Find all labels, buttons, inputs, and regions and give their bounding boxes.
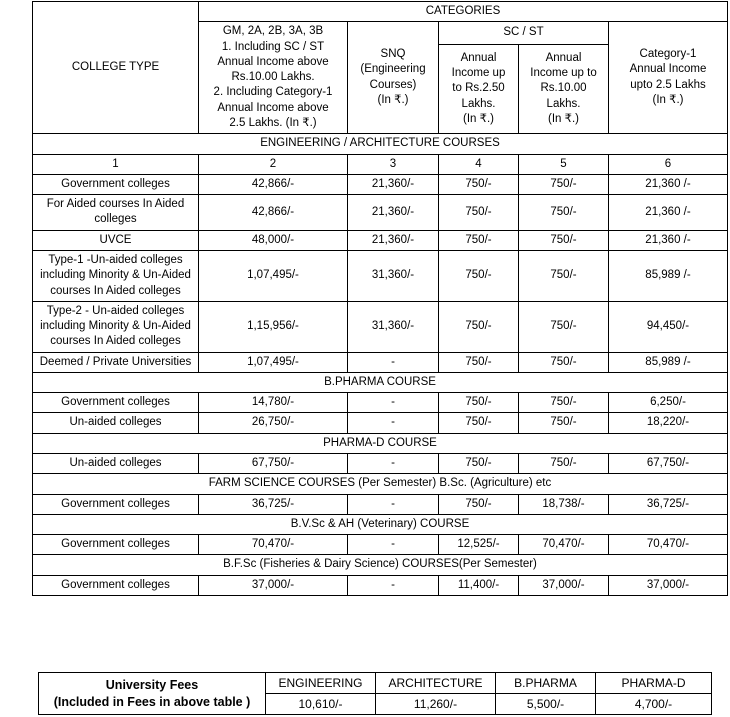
fee-value-cell-6: 85,989 /- [609,352,728,372]
fee-value-cell-6: 21,360 /- [609,195,728,231]
gm-line-5: 2. Including Category-1 [213,86,333,99]
fee-value-cell-5: 37,000/- [519,575,609,595]
section-banner: B.V.Sc & AH (Veterinary) COURSE [33,514,728,534]
snq-line-2: (Engineering [360,63,426,76]
college-type-cell: Type-2 - Un-aided colleges including Minority & Un-Aided courses In Aided colleges [33,301,199,352]
table-row [33,301,728,352]
fee-value-cell-2: 36,725/- [199,494,348,514]
column-number-6: 6 [609,154,728,174]
fee-value-cell-3: - [348,575,439,595]
fee-value-cell-3: 21,360/- [348,195,439,231]
university-fees-value-bpharma: 5,500/- [496,694,596,715]
fee-table-body [33,2,728,596]
fee-value-cell-2: 14,780/- [199,393,348,413]
column-header-snq [348,22,439,134]
fee-value-cell-5: 750/- [519,250,609,301]
college-type-cell: Un-aided colleges [33,413,199,433]
fee-value-cell-6: 94,450/- [609,301,728,352]
categories-header-row [33,2,728,22]
fee-value-cell-6: 21,360 /- [609,230,728,250]
fee-value-cell-3: 31,360/- [348,250,439,301]
college-type-cell: UVCE [33,230,199,250]
cat1-line-1: Category-1 [639,48,697,61]
fee-value-cell-4: 750/- [439,250,519,301]
fee-value-cell-3: - [348,454,439,474]
snq-line-3: Courses) [369,78,417,91]
column-header-scst-250 [439,44,519,134]
gm-line-2: 1. Including SC / ST [221,40,325,53]
college-type-cell: For Aided courses In Aided colleges [33,195,199,231]
fee-value-cell-5: 750/- [519,230,609,250]
table-row [33,250,728,301]
college-type-cell: Government colleges [33,535,199,555]
column-header-category1 [609,22,728,134]
college-type-cell: Government colleges [33,494,199,514]
section-banner-row [33,514,728,534]
cat1-line-4: (In ₹.) [652,94,684,107]
college-type-header: COLLEGE TYPE [33,2,199,134]
scst1000-line-5: (In ₹.) [548,112,579,125]
fee-value-cell-3: - [348,393,439,413]
scst250-line-2: Income up [451,67,506,79]
fee-value-cell-3: - [348,352,439,372]
fee-value-cell-5: 750/- [519,195,609,231]
section-banner: ENGINEERING / ARCHITECTURE COURSES [33,134,728,154]
fee-value-cell-4: 750/- [439,230,519,250]
column-number-5: 5 [519,154,609,174]
fee-value-cell-2: 1,15,956/- [199,301,348,352]
table-row [33,413,728,433]
fee-value-cell-5: 18,738/- [519,494,609,514]
fee-value-cell-2: 1,07,495/- [199,352,348,372]
gm-line-4: Rs.10.00 Lakhs. [231,71,315,84]
section-banner-row [33,474,728,494]
fee-value-cell-4: 12,525/- [439,535,519,555]
section-banner-row [33,134,728,154]
gm-line-7: 2.5 Lakhs. (In ₹.) [229,116,317,129]
fee-value-cell-2: 48,000/- [199,230,348,250]
fee-value-cell-3: 21,360/- [348,230,439,250]
section-banner: PHARMA-D COURSE [33,433,728,453]
college-type-cell: Un-aided colleges [33,454,199,474]
fee-value-cell-2: 42,866/- [199,195,348,231]
fee-value-cell-4: 750/- [439,413,519,433]
scst1000-line-3: Rs.10.00 [540,82,587,95]
university-fees-header-architecture: ARCHITECTURE [376,673,496,694]
table-row [33,352,728,372]
fee-value-cell-2: 1,07,495/- [199,250,348,301]
categories-header: CATEGORIES [199,2,728,22]
university-fees-value-pharmad: 4,700/- [596,694,712,715]
section-banner: FARM SCIENCE COURSES (Per Semester) B.Sc. (Agriculture) etc [33,474,728,494]
fee-value-cell-4: 750/- [439,301,519,352]
column-number-2: 2 [199,154,348,174]
section-banner-suffix: (Per Semester) [458,558,537,571]
scst250-line-4: Lakhs. [461,97,496,110]
university-fees-header-bpharma: B.PHARMA [496,673,596,694]
gm-line-6: Annual Income above [217,101,329,114]
university-fees-header-row [39,673,712,694]
table-row [33,174,728,194]
university-fees-value-architecture: 11,260/- [376,694,496,715]
section-banner-suffix: (Per Semester) B.Sc. (Agriculture) etc [355,477,552,490]
scst1000-line-2: Income up to [530,67,597,79]
section-banner-row [33,372,728,392]
snq-line-4: (In ₹.) [377,94,409,107]
fee-value-cell-2: 70,470/- [199,535,348,555]
column-header-scst-1000 [519,44,609,134]
university-fees-header-pharmad: PHARMA-D [596,673,712,694]
section-banner: B.PHARMA COURSE [33,372,728,392]
fee-value-cell-3: - [348,494,439,514]
fee-value-cell-3: 21,360/- [348,174,439,194]
fee-value-cell-3: - [348,413,439,433]
column-number-3: 3 [348,154,439,174]
scst1000-line-4: Lakhs. [546,97,581,110]
table-row [33,575,728,595]
section-banner: B.F.Sc (Fisheries & Dairy Science) COURSES(Per Semester) [33,555,728,575]
gm-line-3: Annual Income above [217,55,329,68]
university-fees-table [38,672,712,715]
fee-value-cell-5: 70,470/- [519,535,609,555]
college-type-cell: Deemed / Private Universities [33,352,199,372]
fee-value-cell-5: 750/- [519,352,609,372]
fee-value-cell-6: 18,220/- [609,413,728,433]
fee-value-cell-2: 67,750/- [199,454,348,474]
fee-value-cell-5: 750/- [519,393,609,413]
scst250-line-5: (In ₹.) [463,112,494,125]
fee-value-cell-6: 21,360 /- [609,174,728,194]
fee-value-cell-3: 31,360/- [348,301,439,352]
fee-value-cell-5: 750/- [519,301,609,352]
university-fees-label-line2: (Included in Fees in above table ) [53,694,251,709]
fee-value-cell-6: 6,250/- [609,393,728,413]
university-fees-label [39,673,266,715]
university-fees-value-engineering: 10,610/- [266,694,376,715]
fee-value-cell-4: 750/- [439,352,519,372]
college-type-cell: Type-1 -Un-aided colleges including Minority & Un-Aided courses In Aided colleges [33,250,199,301]
column-number-4: 4 [439,154,519,174]
gm-line-1: GM, 2A, 2B, 3A, 3B [222,25,324,38]
fee-value-cell-4: 750/- [439,393,519,413]
cat1-line-2: Annual Income [629,63,707,76]
college-type-cell: Government colleges [33,393,199,413]
university-fees-header-engineering: ENGINEERING [266,673,376,694]
fee-value-cell-6: 70,470/- [609,535,728,555]
scst1000-line-1: Annual [545,51,582,64]
table-row [33,535,728,555]
fee-value-cell-5: 750/- [519,454,609,474]
column-header-gm [199,22,348,134]
fee-value-cell-3: - [348,535,439,555]
cat1-line-3: upto 2.5 Lakhs [630,78,706,91]
snq-line-1: SNQ [380,48,406,61]
table-row [33,230,728,250]
column-number-row [33,154,728,174]
university-fees-label-line1: University Fees [105,677,199,692]
fee-structure-table [32,1,728,596]
fee-value-cell-4: 750/- [439,174,519,194]
fee-value-cell-6: 67,750/- [609,454,728,474]
table-row [33,393,728,413]
fee-value-cell-5: 750/- [519,413,609,433]
fee-value-cell-6: 37,000/- [609,575,728,595]
fee-value-cell-4: 750/- [439,494,519,514]
table-row [33,454,728,474]
fee-value-cell-2: 26,750/- [199,413,348,433]
university-fees-body [39,673,712,715]
fee-value-cell-4: 750/- [439,195,519,231]
college-type-cell: Government colleges [33,575,199,595]
scst250-line-3: to Rs.2.50 [452,82,505,95]
fee-value-cell-6: 85,989 /- [609,250,728,301]
scst250-line-1: Annual [460,51,497,64]
college-type-cell: Government colleges [33,174,199,194]
table-row [33,494,728,514]
section-banner-row [33,555,728,575]
table-row [33,195,728,231]
fee-value-cell-2: 37,000/- [199,575,348,595]
fee-value-cell-5: 750/- [519,174,609,194]
column-header-scst: SC / ST [439,22,609,44]
fee-value-cell-6: 36,725/- [609,494,728,514]
fee-value-cell-4: 11,400/- [439,575,519,595]
column-number-1: 1 [33,154,199,174]
fee-value-cell-4: 750/- [439,454,519,474]
fee-value-cell-2: 42,866/- [199,174,348,194]
section-banner-row [33,433,728,453]
